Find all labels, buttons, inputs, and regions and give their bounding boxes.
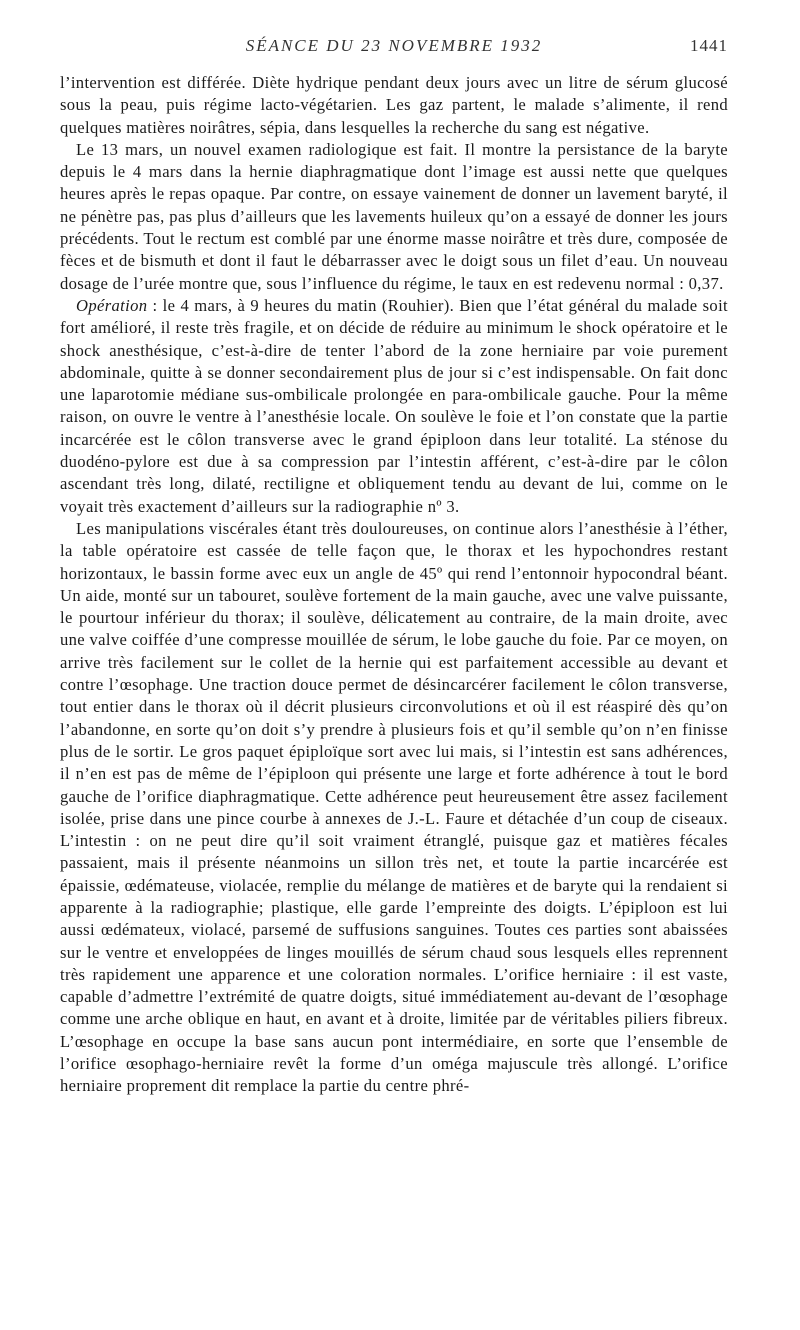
journal-page bbox=[60, 28, 728, 1098]
running-head bbox=[60, 28, 728, 58]
paragraph-3-lead: Opération bbox=[76, 295, 148, 315]
paragraph-3 bbox=[60, 295, 728, 518]
page-number: 1441 bbox=[690, 36, 728, 55]
paragraph-4 bbox=[60, 518, 728, 1098]
paragraph-2 bbox=[60, 139, 728, 295]
article-body bbox=[60, 72, 728, 1098]
paragraph-4-text: Les manipulations viscérales étant très douloureuses, on continue alors l’anesthésie à l’éther, la table opératoire est cassée de telle façon que, le thorax et les hypochondres restant horizontaux, le bassin forme avec eux un angle de 45º qui rend l’entonnoir hypocondral béant. Un aide, monté sur un tabouret, soulève fortement de la main gauche, avec une valve puissante, le pourtour inférieur du thorax; il soulève, délicatement au contraire, de la main droite, avec une valve coiffée d’une compresse mouillée de sérum, le lobe gauche du foie. Par ce moyen, on arrive très facilement sur le collet de la hernie qui est parfaitement accessible au devant et contre l’œsophage. Une traction douce permet de désincarcérer facilement le côlon transverse, tout entier dans le thorax où il décrit plusieurs circonvolutions et où il est réaspiré dès qu’on l’abandonne, en sorte qu’on doit s’y prendre à plusieurs fois et qu’il semble qu’on n’en finisse plus de le sortir. Le gros paquet épiploïque sort avec lui mais, si l’intestin est sans adhérences, il n’en est pas de même de l’épiploon qui présente une large et forte adhérence à tout le bord gauche de l’orifice diaphragmatique. Cette adhérence peut heureusement être assez facilement isolée, prise dans une pince courbe à annexes de J.-L. Faure et détachée d’un coup de ciseaux. L’intestin : on ne peut dire qu’il soit vraiment étranglé, puisque gaz et matières fécales passaient, mais il présente néanmoins un sillon très net, et toute la partie incarcérée est épaissie, œdémateuse, violacée, remplie du mélange de matières et de baryte qui la rendaient si apparente à la radiographie; plastique, elle garde l’empreinte des doigts. L’épiploon est lui aussi œdémateux, violacé, parsemé de suffusions sanguines. Toutes ces parties sont abaissées sur le ventre et enveloppées de linges mouillés de sérum chaud sous lesquels elles reprennent très rapidement une apparence et une coloration normales. L’orifice herniaire : il est vaste, capable d’admettre l’extrémité de quatre doigts, situé immédiatement au-devant de l’œsophage comme une arche oblique en haut, en avant et à droite, limitée par de véritables piliers fibreux. L’œsophage en occupe la base sans aucun pont intermédiaire, en sorte que l’ensemble de l’orifice œsophago-herniaire revêt la forme d’un oméga majuscule très allongé. L’orifice herniaire proprement dit remplace la partie du centre phré- bbox=[60, 518, 728, 1096]
paragraph-3-text: : le 4 mars, à 9 heures du matin (Rouhier). Bien que l’état général du malade soit fort amélioré, il reste très fragile, et on décide de réduire au minimum le shock opératoire et le shock anesthésique, c’est-à-dire de tenter l’abord de la zone herniaire par voie purement abdominale, quitte à se donner secondairement plus de jour si c’est indispensable. On fait donc une laparotomie médiane sus-ombilicale prolongée en para-ombilicale gauche. Pour la même raison, on ouvre le ventre à l’anesthésie locale. On soulève le foie et l’on constate que la partie incarcérée est le côlon transverse avec le grand épiploon dans leur totalité. La sténose du duodéno-pylore est due à sa compression par l’intestin afférent, c’est-à-dire par le côlon ascendant très long, dilaté, rectiligne et obliquement tendu au devant de lui, comme on le voyait très exactement d’ailleurs sur la radiographie nº 3. bbox=[60, 295, 728, 516]
running-title: SÉANCE DU 23 NOVEMBRE 1932 bbox=[245, 36, 543, 55]
paragraph-1-text: l’intervention est différée. Diète hydrique pendant deux jours avec un litre de sérum glucosé sous la peau, puis régime lacto-végétarien. Les gaz partent, le malade s’alimente, il rend quelques matières noirâtres, sépia, dans lesquelles la recherche du sang est négative. bbox=[60, 73, 728, 137]
paragraph-2-text: Le 13 mars, un nouvel examen radiologique est fait. Il montre la persistance de la baryte depuis le 4 mars dans la hernie diaphragmatique dont l’image est aussi nette que quelques heures après le repas opaque. Par contre, on essaye vainement de donner un lavement baryté, il ne pénètre pas, pas plus d’ailleurs que les lavements huileux qu’on a essayé de donner les jours précédents. Tout le rectum est comblé par une énorme masse noirâtre et très dure, composée de fèces et de bismuth et dont il faut le débarrasser avec le doigt sous un filet d’eau. Un nouveau dosage de l’urée montre que, sous l’influence du régime, le taux en est redevenu normal : 0,37. bbox=[60, 139, 728, 293]
paragraph-1 bbox=[60, 72, 728, 139]
